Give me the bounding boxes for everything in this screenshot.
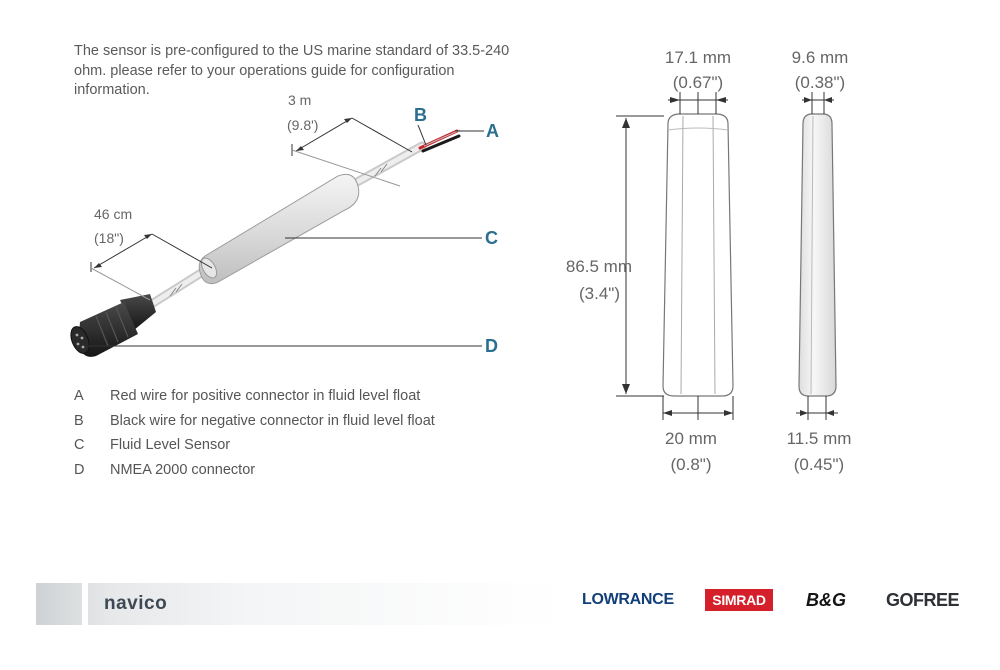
side-top-metric: 9.6 mm — [791, 48, 849, 67]
front-bottom-metric: 20 mm — [665, 429, 717, 448]
nmea2000-connector — [67, 294, 156, 357]
dim-46cm-metric: 46 cm — [94, 206, 133, 222]
legend — [74, 388, 435, 486]
sensor-front-view — [663, 114, 733, 396]
dim-side-bottom — [796, 396, 838, 420]
front-top-imperial: (0.67") — [672, 73, 724, 92]
front-bottom-imperial: (0.8") — [670, 455, 712, 474]
dim-side-top — [802, 92, 834, 114]
footer-separator — [82, 583, 88, 625]
simrad-logo: SIMRAD — [705, 589, 773, 611]
callout-b: B — [414, 105, 427, 125]
dim-front-bottom — [663, 396, 733, 420]
callout-c: C — [485, 228, 498, 248]
dim-3m-metric: 3 m — [288, 92, 312, 108]
legend-text: Fluid Level Sensor — [110, 437, 231, 453]
legend-key: B — [74, 412, 84, 429]
legend-key: A — [74, 388, 84, 404]
dim-46cm-imperial: (18") — [94, 230, 124, 246]
callout-a: A — [486, 121, 499, 141]
legend-item-d — [74, 462, 435, 487]
callout-d: D — [485, 336, 498, 356]
dim-3m-imperial: (9.8') — [287, 117, 319, 133]
legend-key: D — [74, 461, 85, 478]
side-bottom-imperial: (0.45") — [793, 455, 845, 474]
height-imperial: (3.4") — [579, 284, 620, 303]
sensor-side-view — [799, 114, 836, 396]
legend-text: Red wire for positive connector in fluid level float — [110, 388, 421, 404]
navico-logo: navico — [104, 593, 168, 614]
front-top-metric: 17.1 mm — [664, 48, 732, 67]
gofree-logo: GOFREE — [886, 590, 960, 610]
legend-key: C — [74, 437, 85, 453]
legend-item-a — [74, 388, 435, 413]
fluid-level-sensor-body — [198, 174, 358, 283]
lowrance-logo: LOWRANCE — [582, 591, 674, 608]
side-top-imperial: (0.38") — [794, 73, 846, 92]
legend-item-c — [74, 437, 435, 462]
bg-logo: B&G — [806, 590, 846, 610]
height-metric: 86.5 mm — [565, 257, 632, 276]
legend-text: NMEA 2000 connector — [110, 461, 256, 478]
side-bottom-metric: 11.5 mm — [786, 429, 852, 448]
intro-text: The sensor is pre-configured to the US marine standard of 33.5-240 ohm. please refer to your operations guide for configuration information. — [74, 43, 510, 98]
legend-item-b — [74, 413, 435, 438]
dim-front-top — [668, 92, 728, 114]
legend-text: Black wire for negative connector in fluid level float — [110, 412, 435, 429]
